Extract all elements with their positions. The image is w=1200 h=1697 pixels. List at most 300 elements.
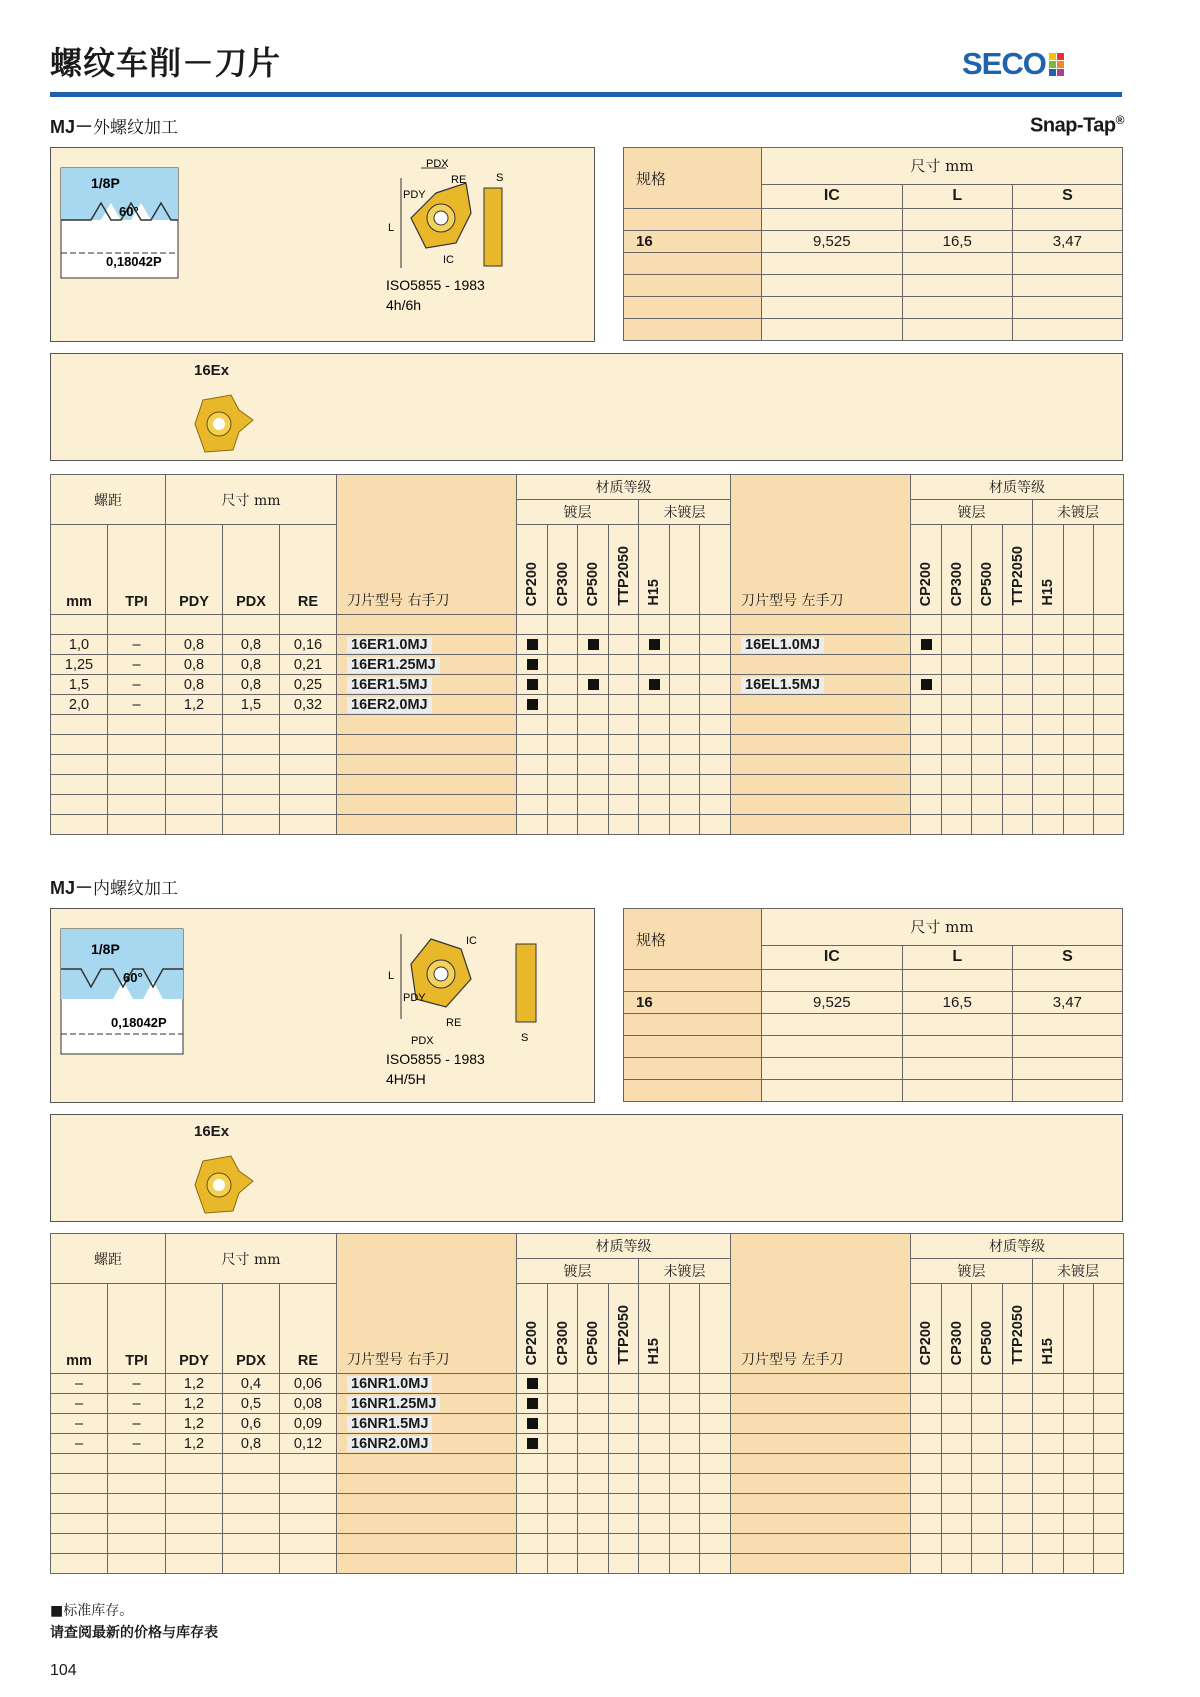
cell-grade-right xyxy=(639,815,670,835)
cell-grade-right xyxy=(639,695,670,715)
cell-tpi xyxy=(108,715,166,735)
cell-grade-right xyxy=(517,1494,548,1514)
dims-header: 尺寸 mm xyxy=(166,1234,337,1284)
col-re: RE xyxy=(280,525,337,615)
cell-grade-right xyxy=(548,1514,578,1534)
cell-grade-left xyxy=(1064,755,1094,775)
cell-grade-right xyxy=(700,1494,731,1514)
cell-tpi: – xyxy=(108,1434,166,1454)
cell-grade-left xyxy=(1033,715,1064,735)
grade-cp500: CP500 xyxy=(979,561,996,606)
cell-grade-left xyxy=(1033,1534,1064,1554)
cell-grade-right xyxy=(578,1554,609,1574)
table-row xyxy=(51,755,1124,775)
col-mm: mm xyxy=(51,1284,108,1374)
cell-grade-left xyxy=(1094,1534,1124,1554)
table-row xyxy=(51,675,1124,695)
table-row xyxy=(51,1454,1124,1474)
cell-grade-left xyxy=(942,1474,972,1494)
cell-grade-left xyxy=(942,1534,972,1554)
stock-square-icon xyxy=(527,1418,538,1429)
cell-grade-left xyxy=(1094,675,1124,695)
cell-grade-left xyxy=(1003,1414,1033,1434)
cell-tpi: – xyxy=(108,655,166,675)
cell-left-code xyxy=(731,1534,911,1554)
cell-right-code xyxy=(337,1474,517,1494)
cell-tpi xyxy=(108,1514,166,1534)
cell-grade-right xyxy=(517,635,548,655)
cell-grade-right xyxy=(578,1394,609,1414)
cell-grade-right xyxy=(578,715,609,735)
grade-ttp2050: TTP2050 xyxy=(1009,546,1026,606)
cell-grade-right xyxy=(639,795,670,815)
cell-grade-right xyxy=(639,675,670,695)
cell-right-code xyxy=(337,1414,517,1434)
cell-grade-left xyxy=(942,695,972,715)
col-tpi: TPI xyxy=(108,1284,166,1374)
cell-grade-right xyxy=(639,1554,670,1574)
header-rule xyxy=(50,92,1122,97)
cell-grade-right xyxy=(639,1514,670,1534)
cell-grade-right xyxy=(700,1534,731,1554)
right-hand-code: 16ER1.5MJ xyxy=(347,677,432,693)
cell-grade-left xyxy=(911,735,942,755)
cell-pdy: 1,2 xyxy=(166,695,223,715)
grade-h15: H15 xyxy=(646,579,663,606)
cell-grade-right xyxy=(670,1534,700,1554)
cell-grade-right xyxy=(700,815,731,835)
cell-grade-right xyxy=(517,1514,548,1534)
cell-grade-left xyxy=(942,715,972,735)
cell-grade-right xyxy=(609,1474,639,1494)
cell-right-code xyxy=(337,1494,517,1514)
cell-grade-left xyxy=(1064,1554,1094,1574)
cell-grade-right xyxy=(517,755,548,775)
cell-grade-left xyxy=(1094,695,1124,715)
section-title-text: 外螺纹加工 xyxy=(93,118,179,138)
stock-square-icon xyxy=(527,1398,538,1409)
cell-tpi xyxy=(108,1554,166,1574)
cell-grade-right xyxy=(609,1554,639,1574)
label-ic: IC xyxy=(466,935,477,947)
cell-grade-right xyxy=(548,735,578,755)
cell-grade-left xyxy=(1003,655,1033,675)
cell-grade-left xyxy=(972,1514,1003,1534)
grade-h15: H15 xyxy=(646,1338,663,1365)
label-l: L xyxy=(388,970,395,982)
stock-square-icon xyxy=(588,679,599,690)
grade-cp300: CP300 xyxy=(948,561,965,606)
right-hand-header: 刀片型号 右手刀 xyxy=(337,1234,517,1374)
stock-square-icon xyxy=(588,639,599,650)
cell-pdx: 0,8 xyxy=(223,655,280,675)
cell-grade-left xyxy=(911,1434,942,1454)
uncoated-header-right: 未镀层 xyxy=(639,1259,731,1284)
cell-grade-right xyxy=(578,655,609,675)
cell-grade-left xyxy=(972,1374,1003,1394)
cell-grade-right xyxy=(670,795,700,815)
price-note: 请查阅最新的价格与库存表 xyxy=(50,1625,218,1641)
tolerance-class: 4h/6h xyxy=(386,297,422,313)
cell-grade-right xyxy=(517,815,548,835)
angle-label: 60° xyxy=(123,970,143,985)
table-row xyxy=(51,1474,1124,1494)
cell-mm: – xyxy=(51,1394,108,1414)
cell-grade-left xyxy=(942,1554,972,1574)
cell-grade-right xyxy=(639,635,670,655)
cell-pdx xyxy=(223,735,280,755)
spec-header: 规格 xyxy=(624,909,762,970)
spec-value: 16 xyxy=(624,992,762,1014)
cell-grade-right xyxy=(700,1514,731,1534)
cell-grade-right xyxy=(578,815,609,835)
right-hand-code: 16ER2.0MJ xyxy=(347,697,432,713)
uncoated-header-right: 未镀层 xyxy=(639,500,731,525)
uncoated-header-left: 未镀层 xyxy=(1033,500,1124,525)
cell-left-code xyxy=(731,755,911,775)
cell-grade-left xyxy=(911,635,942,655)
cell-grade-left xyxy=(1064,1454,1094,1474)
cell-grade-left xyxy=(1033,735,1064,755)
cell-grade-left xyxy=(1033,1374,1064,1394)
cell-grade-right xyxy=(670,1474,700,1494)
label-re: RE xyxy=(451,174,467,186)
cell-grade-right xyxy=(639,1474,670,1494)
cell-pdx: 0,4 xyxy=(223,1374,280,1394)
insert-icon xyxy=(191,1153,261,1218)
grade-cp200: CP200 xyxy=(918,1320,935,1365)
cell-grade-right xyxy=(609,755,639,775)
cell-grade-left xyxy=(972,1494,1003,1514)
cell-tpi xyxy=(108,1474,166,1494)
cell-grade-left xyxy=(1094,1374,1124,1394)
cell-grade-right xyxy=(609,1434,639,1454)
cell-left-code xyxy=(731,1454,911,1474)
cell-right-code xyxy=(337,1394,517,1414)
cell-pdx xyxy=(223,1554,280,1574)
cell-grade-right xyxy=(670,715,700,735)
cell-left-code xyxy=(731,1494,911,1514)
grade-h15: H15 xyxy=(1040,579,1057,606)
cell-pdx: 0,8 xyxy=(223,675,280,695)
stock-square-icon xyxy=(527,659,538,670)
cell-grade-right xyxy=(670,1454,700,1474)
cell-re: 0,09 xyxy=(280,1414,337,1434)
cell-pdy xyxy=(166,715,223,735)
cell-grade-right xyxy=(670,775,700,795)
label-ic: IC xyxy=(443,254,454,266)
coated-header-left: 镀层 xyxy=(911,500,1033,525)
angle-label: 60° xyxy=(119,204,139,219)
cell-mm xyxy=(51,775,108,795)
cell-grade-right xyxy=(578,1374,609,1394)
cell-mm: – xyxy=(51,1414,108,1434)
cell-grade-left xyxy=(1094,1454,1124,1474)
cell-re: 0,25 xyxy=(280,675,337,695)
table-row xyxy=(51,1554,1124,1574)
label-l: L xyxy=(388,222,395,234)
cell-grade-right xyxy=(670,1514,700,1534)
col-pdx: PDX xyxy=(223,1284,280,1374)
cell-pdx xyxy=(223,1534,280,1554)
logo-color-blocks xyxy=(1049,53,1064,76)
ic-value: 9,525 xyxy=(762,231,903,253)
cell-pdy xyxy=(166,755,223,775)
cell-grade-left xyxy=(1033,1514,1064,1534)
cell-grade-left xyxy=(1064,815,1094,835)
insert-table-internal xyxy=(50,1233,1124,1574)
cell-grade-left xyxy=(911,1394,942,1414)
cell-left-code xyxy=(731,635,911,655)
spec-header: 规格 xyxy=(624,148,762,209)
cell-grade-left xyxy=(1064,655,1094,675)
cell-grade-right xyxy=(639,655,670,675)
cell-grade-right xyxy=(639,735,670,755)
cell-grade-right xyxy=(700,1434,731,1454)
cell-grade-right xyxy=(517,795,548,815)
cell-grade-left xyxy=(972,1534,1003,1554)
cell-grade-left xyxy=(942,755,972,775)
stock-square-icon xyxy=(921,679,932,690)
cell-pdy: 0,8 xyxy=(166,675,223,695)
cell-grade-right xyxy=(670,815,700,835)
insert-type-label: 16Ex xyxy=(194,1123,230,1140)
cell-pdy: 1,2 xyxy=(166,1374,223,1394)
table-row xyxy=(51,775,1124,795)
cell-grade-left xyxy=(1033,775,1064,795)
cell-grade-left xyxy=(1003,1554,1033,1574)
cell-grade-left xyxy=(942,815,972,835)
cell-grade-right xyxy=(517,655,548,675)
table-row xyxy=(51,715,1124,735)
cell-grade-right xyxy=(517,775,548,795)
cell-grade-right xyxy=(548,1434,578,1454)
insert-table-external xyxy=(50,474,1124,835)
cell-grade-right xyxy=(670,655,700,675)
stock-square-icon xyxy=(527,639,538,650)
cell-grade-right xyxy=(700,1474,731,1494)
cell-pdx xyxy=(223,1454,280,1474)
cell-grade-left xyxy=(1033,1474,1064,1494)
cell-grade-right xyxy=(609,1394,639,1414)
table-row xyxy=(51,695,1124,715)
page-number: 104 xyxy=(50,1662,77,1679)
cell-grade-right xyxy=(670,635,700,655)
l-value: 16,5 xyxy=(902,231,1012,253)
cell-grade-right xyxy=(670,1494,700,1514)
cell-pdy xyxy=(166,1534,223,1554)
cell-grade-left xyxy=(1094,735,1124,755)
cell-pdy: 1,2 xyxy=(166,1394,223,1414)
cell-grade-right xyxy=(548,1494,578,1514)
page-title: 螺纹车削－刀片 xyxy=(50,44,282,82)
cell-tpi xyxy=(108,755,166,775)
cell-pdy: 1,2 xyxy=(166,1414,223,1434)
cell-pdy xyxy=(166,1514,223,1534)
cell-left-code xyxy=(731,1374,911,1394)
cell-mm xyxy=(51,755,108,775)
grade-ttp2050: TTP2050 xyxy=(1009,1305,1026,1365)
cell-grade-right xyxy=(639,1534,670,1554)
cell-tpi: – xyxy=(108,675,166,695)
cell-grade-left xyxy=(942,1514,972,1534)
coated-header-right: 镀层 xyxy=(517,1259,639,1284)
cell-grade-left xyxy=(1003,1534,1033,1554)
cell-grade-left xyxy=(972,1454,1003,1474)
logo-wordmark: SECO xyxy=(962,46,1046,81)
cell-left-code xyxy=(731,1514,911,1534)
cell-grade-right xyxy=(517,1474,548,1494)
cell-tpi: – xyxy=(108,695,166,715)
ic-value: 9,525 xyxy=(762,992,903,1014)
left-hand-code: 16EL1.5MJ xyxy=(741,677,824,693)
cell-right-code xyxy=(337,775,517,795)
cell-grade-left xyxy=(1033,1434,1064,1454)
s-value: 3,47 xyxy=(1012,231,1122,253)
col-mm: mm xyxy=(51,525,108,615)
table-row xyxy=(51,635,1124,655)
section-title-internal xyxy=(50,874,178,900)
cell-grade-right xyxy=(578,1474,609,1494)
cell-grade-right xyxy=(517,1414,548,1434)
cell-grade-right xyxy=(609,1534,639,1554)
cell-grade-right xyxy=(700,655,731,675)
cell-grade-right xyxy=(670,675,700,695)
insert-table-body xyxy=(51,1374,1124,1574)
cell-tpi: – xyxy=(108,1394,166,1414)
cell-re xyxy=(280,735,337,755)
cell-re: 0,32 xyxy=(280,695,337,715)
cell-mm xyxy=(51,1554,108,1574)
cell-right-code xyxy=(337,655,517,675)
cell-pdx xyxy=(223,755,280,775)
cell-grade-left xyxy=(1064,1414,1094,1434)
cell-grade-left xyxy=(1033,815,1064,835)
cell-grade-right xyxy=(700,635,731,655)
stock-square-icon xyxy=(649,639,660,650)
cell-grade-left xyxy=(1033,1414,1064,1434)
cell-grade-right xyxy=(578,1494,609,1514)
cell-grade-left xyxy=(942,1454,972,1474)
cell-grade-right xyxy=(700,795,731,815)
table-row xyxy=(51,1534,1124,1554)
cell-grade-left xyxy=(972,655,1003,675)
cell-grade-left xyxy=(972,755,1003,775)
pitch-label: 1/8P xyxy=(91,175,120,191)
cell-grade-left xyxy=(972,775,1003,795)
brand-text: Snap-Tap xyxy=(1030,114,1116,137)
coated-header-right: 镀层 xyxy=(517,500,639,525)
cell-grade-left xyxy=(1064,775,1094,795)
grade-cp500: CP500 xyxy=(585,1320,602,1365)
cell-pdx xyxy=(223,815,280,835)
cell-grade-left xyxy=(1094,1514,1124,1534)
cell-right-code xyxy=(337,1554,517,1574)
right-hand-header: 刀片型号 右手刀 xyxy=(337,475,517,615)
insert-dimension-drawing xyxy=(388,934,536,1047)
cell-grade-right xyxy=(609,1494,639,1514)
cell-grade-right xyxy=(548,695,578,715)
cell-grade-right xyxy=(517,1374,548,1394)
cell-grade-right xyxy=(548,755,578,775)
cell-right-code xyxy=(337,675,517,695)
col-l: L xyxy=(902,184,1012,208)
cell-grade-left xyxy=(972,795,1003,815)
cell-left-code xyxy=(731,1394,911,1414)
cell-grade-left xyxy=(1094,775,1124,795)
cell-grade-left xyxy=(1033,1454,1064,1474)
cell-grade-left xyxy=(1064,795,1094,815)
cell-grade-left xyxy=(1003,775,1033,795)
cell-grade-left xyxy=(1094,1394,1124,1414)
cell-pdx: 0,6 xyxy=(223,1414,280,1434)
stock-square-icon xyxy=(527,1378,538,1389)
cell-grade-right xyxy=(548,815,578,835)
table-row xyxy=(51,815,1124,835)
cell-grade-right xyxy=(609,1374,639,1394)
cell-grade-right xyxy=(517,1454,548,1474)
cell-pdx: 1,5 xyxy=(223,695,280,715)
cell-grade-right xyxy=(700,755,731,775)
cell-pdx xyxy=(223,775,280,795)
dimension-table-external xyxy=(623,147,1123,341)
cell-right-code xyxy=(337,1514,517,1534)
cell-grade-right xyxy=(609,795,639,815)
cell-grade-left xyxy=(942,635,972,655)
section-title-external xyxy=(50,113,178,139)
cell-grade-right xyxy=(548,1474,578,1494)
cell-grade-left xyxy=(942,1434,972,1454)
cell-mm xyxy=(51,1454,108,1474)
cell-tpi: – xyxy=(108,1414,166,1434)
cell-pdy: 0,8 xyxy=(166,635,223,655)
cell-grade-left xyxy=(911,1514,942,1534)
cell-grade-right xyxy=(517,1394,548,1414)
cell-pdy: 0,8 xyxy=(166,655,223,675)
cell-grade-right xyxy=(639,775,670,795)
cell-grade-left xyxy=(911,1414,942,1434)
depth-label: 0,18042P xyxy=(111,1015,167,1030)
cell-grade-right xyxy=(609,815,639,835)
cell-grade-left xyxy=(1094,755,1124,775)
cell-grade-left xyxy=(1003,695,1033,715)
cell-tpi xyxy=(108,795,166,815)
cell-grade-right xyxy=(670,735,700,755)
cell-left-code xyxy=(731,815,911,835)
cell-grade-left xyxy=(1003,1454,1033,1474)
section-title-text: 内螺纹加工 xyxy=(93,879,179,899)
cell-right-code xyxy=(337,715,517,735)
cell-left-code xyxy=(731,1554,911,1574)
cell-grade-left xyxy=(1033,755,1064,775)
cell-grade-right xyxy=(700,1454,731,1474)
cell-right-code xyxy=(337,795,517,815)
cell-pdx: 0,8 xyxy=(223,635,280,655)
cell-grade-left xyxy=(1094,655,1124,675)
cell-left-code xyxy=(731,1434,911,1454)
cell-pdy xyxy=(166,815,223,835)
cell-re: 0,16 xyxy=(280,635,337,655)
col-s: S xyxy=(1012,945,1122,969)
cell-grade-right xyxy=(700,1374,731,1394)
section-prefix: MJ－ xyxy=(50,878,94,898)
cell-grade-right xyxy=(609,655,639,675)
cell-grade-left xyxy=(1003,1434,1033,1454)
cell-grade-right xyxy=(639,715,670,735)
cell-grade-left xyxy=(942,655,972,675)
left-hand-header: 刀片型号 左手刀 xyxy=(731,475,911,615)
cell-tpi: – xyxy=(108,1374,166,1394)
